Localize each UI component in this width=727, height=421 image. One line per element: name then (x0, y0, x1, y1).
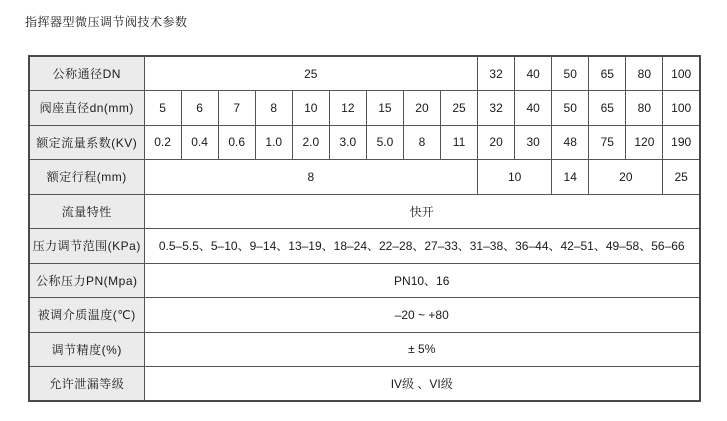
row-label: 额定流量系数(KV) (29, 125, 144, 160)
value-cell: 10 (292, 91, 329, 126)
spec-table (28, 55, 701, 402)
value-cell: 0.2 (144, 125, 181, 160)
table-row (29, 332, 700, 367)
row-label: 压力调节范围(KPa) (29, 229, 144, 264)
value-cell: 12 (329, 91, 366, 126)
value-cell: 100 (663, 56, 700, 91)
value-cell: 8 (255, 91, 292, 126)
table-row (29, 91, 700, 126)
value-cell: 65 (589, 56, 626, 91)
value-cell: 65 (589, 91, 626, 126)
row-label: 公称通径DN (29, 56, 144, 91)
table-row (29, 56, 700, 91)
value-cell: 20 (589, 160, 663, 195)
value-cell: 32 (478, 56, 515, 91)
value-cell: 20 (478, 125, 515, 160)
value-cell: 120 (626, 125, 663, 160)
value-cell: 2.0 (292, 125, 329, 160)
row-label: 允许泄漏等级 (29, 367, 144, 402)
value-cell: 14 (552, 160, 589, 195)
table-row (29, 194, 700, 229)
spec-table-body (29, 56, 700, 401)
value-cell: 1.0 (255, 125, 292, 160)
value-cell: 20 (403, 91, 440, 126)
value-cell: 8 (144, 160, 478, 195)
table-row (29, 229, 700, 264)
table-row (29, 298, 700, 333)
row-label: 公称压力PN(Mpa) (29, 263, 144, 298)
table-row (29, 263, 700, 298)
value-cell: 75 (589, 125, 626, 160)
value-cell: 0.6 (218, 125, 255, 160)
value-cell: 40 (515, 56, 552, 91)
row-label: 阀座直径dn(mm) (29, 91, 144, 126)
page-title: 指挥器型微压调节阀技术参数 (25, 15, 188, 29)
value-cell: 10 (478, 160, 552, 195)
table-row (29, 125, 700, 160)
value-cell: 6 (181, 91, 218, 126)
value-cell: 80 (626, 56, 663, 91)
value-cell: 7 (218, 91, 255, 126)
value-cell: 5.0 (366, 125, 403, 160)
row-label: 额定行程(mm) (29, 160, 144, 195)
row-label: 被调介质温度(℃) (29, 298, 144, 333)
value-cell: 32 (478, 91, 515, 126)
value-cell: 50 (552, 56, 589, 91)
value-cell: 11 (441, 125, 478, 160)
value-cell: PN10、16 (144, 263, 700, 298)
value-cell: IV级 、VI级 (144, 367, 700, 402)
row-label: 调节精度(%) (29, 332, 144, 367)
value-cell: 15 (366, 91, 403, 126)
table-row (29, 160, 700, 195)
value-cell: 0.5–5.5、5–10、9–14、13–19、18–24、22–28、27–33、31–38、36–44、42–51、49–58、56–66 (144, 229, 700, 264)
value-cell: 80 (626, 91, 663, 126)
value-cell: 5 (144, 91, 181, 126)
value-cell: 0.4 (181, 125, 218, 160)
value-cell: 100 (663, 91, 700, 126)
value-cell: 3.0 (329, 125, 366, 160)
value-cell: 25 (663, 160, 700, 195)
value-cell: 50 (552, 91, 589, 126)
value-cell: 190 (663, 125, 700, 160)
value-cell: 25 (441, 91, 478, 126)
value-cell: ± 5% (144, 332, 700, 367)
value-cell: 8 (403, 125, 440, 160)
value-cell: 40 (515, 91, 552, 126)
row-label: 流量特性 (29, 194, 144, 229)
value-cell: 快开 (144, 194, 700, 229)
table-row (29, 367, 700, 402)
value-cell: 30 (515, 125, 552, 160)
value-cell: 48 (552, 125, 589, 160)
value-cell: –20 ~ +80 (144, 298, 700, 333)
value-cell: 25 (144, 56, 478, 91)
